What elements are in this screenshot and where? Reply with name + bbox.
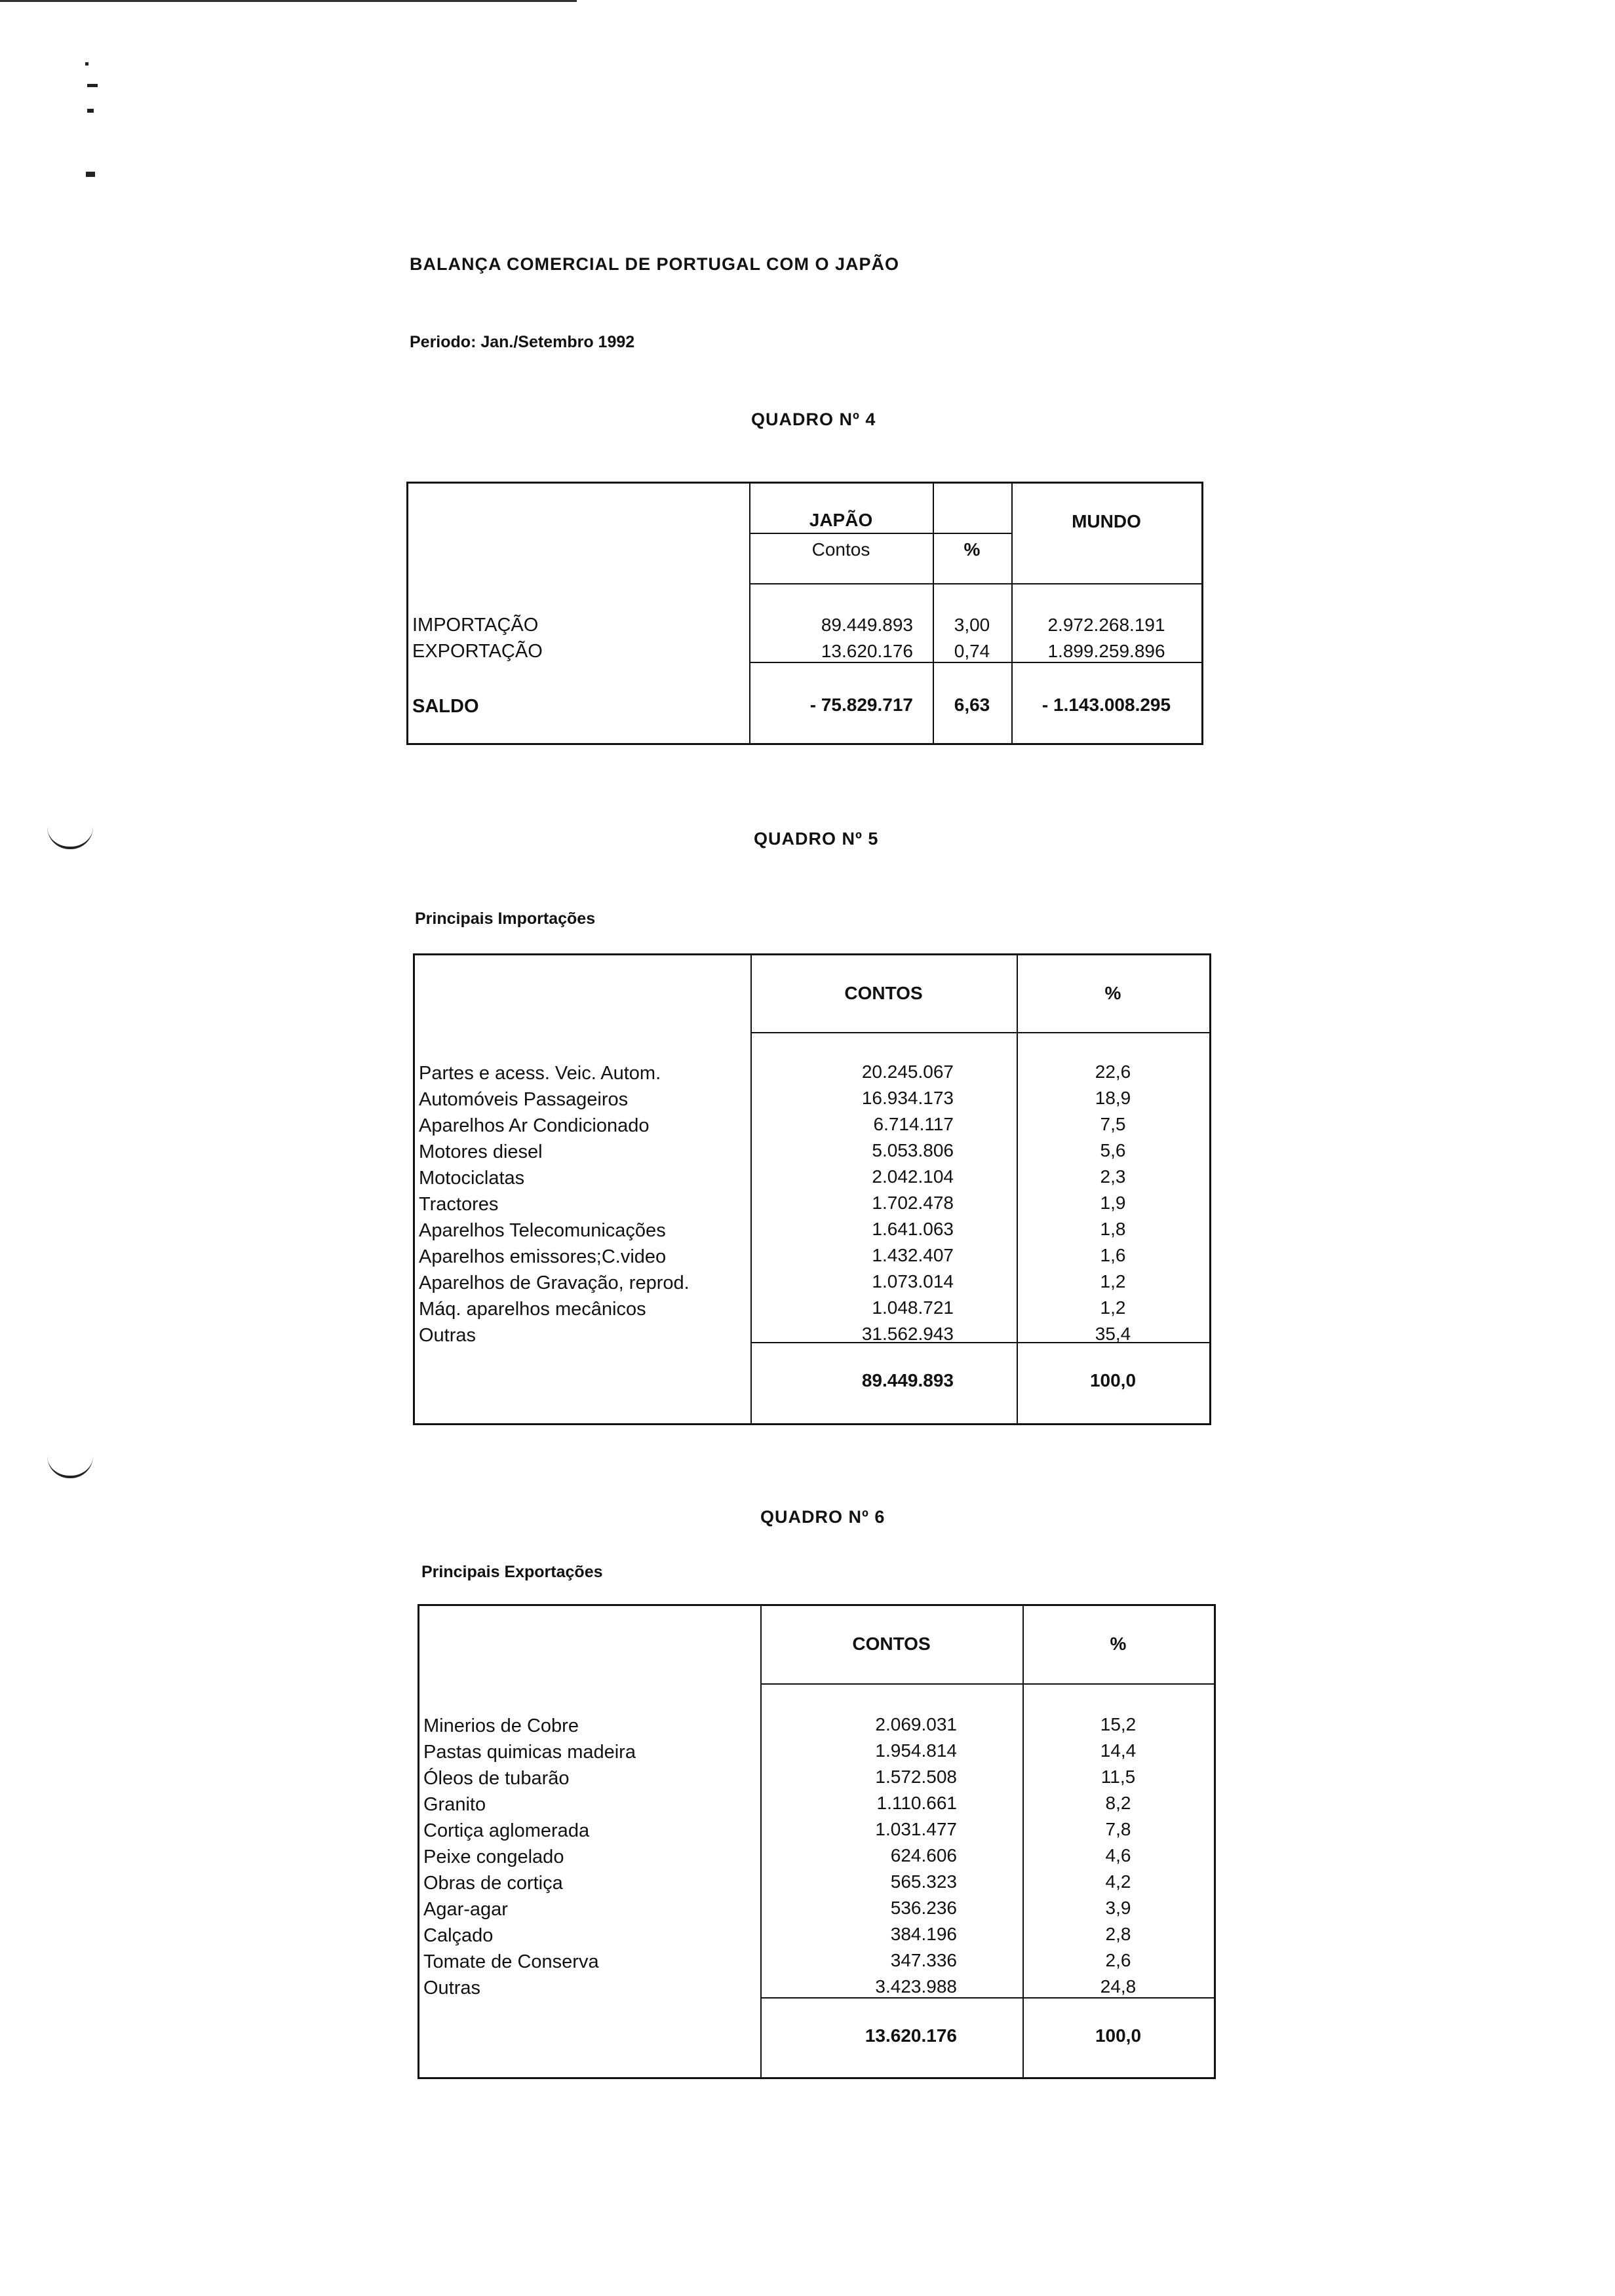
quadro4-row-mundo: 2.972.268.191 (1047, 615, 1165, 635)
scan-speck (86, 172, 95, 177)
page-title: BALANÇA COMERCIAL DE PORTUGAL COM O JAPÃO (410, 254, 900, 274)
quadro6-row-pct: 2,6 (1105, 1950, 1131, 1970)
quadro5-row-pct: 5,6 (1100, 1140, 1126, 1160)
quadro5-row-label: Tractores (419, 1194, 499, 1215)
quadro4-row-pct: 3,00 (954, 615, 990, 635)
quadro5-row-label: Aparelhos Telecomunicações (419, 1220, 666, 1241)
quadro6-header-rule (760, 1683, 1214, 1685)
quadro5-row-label: Automóveis Passageiros (419, 1089, 629, 1110)
quadro6-row-contos: 1.572.508 (875, 1767, 957, 1787)
quadro4-row-contos: 89.449.893 (821, 615, 913, 635)
quadro6-contos-col (760, 1712, 957, 2000)
quadro6-row-pct: 3,9 (1105, 1898, 1131, 1918)
quadro6-row-contos: 347.336 (890, 1950, 957, 1970)
quadro4-col-mundo: MUNDO (1072, 511, 1141, 531)
quadro6-row-contos: 624.606 (890, 1845, 957, 1866)
quadro6-row-pct: 4,6 (1105, 1845, 1131, 1866)
scan-top-rule (0, 0, 577, 2)
quadro5-col-pct: % (1104, 983, 1121, 1003)
quadro6-row-pct: 4,2 (1105, 1871, 1131, 1892)
quadro5-row-contos: 1.073.014 (872, 1271, 954, 1292)
quadro4-col-japao: JAPÃO (809, 510, 873, 530)
quadro5-row-pct: 2,3 (1100, 1166, 1126, 1187)
quadro5-row-pct: 1,2 (1100, 1297, 1126, 1318)
quadro4-saldo-rule (749, 662, 1201, 663)
quadro6-row-contos: 384.196 (890, 1924, 957, 1944)
quadro4-col-contos: Contos (811, 539, 870, 560)
quadro6-total-pct: 100,0 (1095, 2025, 1142, 2046)
quadro5-row-label: Aparelhos de Gravação, reprod. (419, 1272, 690, 1293)
quadro5-row-label: Motociclatas (419, 1168, 525, 1189)
quadro6-total-contos: 13.620.176 (865, 2025, 957, 2046)
quadro6-row-contos: 3.423.988 (875, 1976, 957, 1997)
quadro5-row-pct: 22,6 (1095, 1062, 1131, 1082)
quadro4-row-mundo: 1.899.259.896 (1047, 641, 1165, 661)
quadro6-row-label: Óleos de tubarão (423, 1768, 570, 1789)
quadro6-table (418, 1604, 1216, 2079)
scan-speck (87, 109, 94, 113)
quadro5-row-pct: 35,4 (1095, 1324, 1131, 1344)
scan-speck (85, 62, 88, 66)
quadro5-row-contos: 1.641.063 (872, 1219, 954, 1239)
quadro6-heading: QUADRO Nº 6 (760, 1507, 885, 1527)
quadro6-row-label: Agar-agar (423, 1899, 508, 1920)
quadro5-row-contos: 1.432.407 (872, 1245, 954, 1265)
quadro4-saldo-contos: - 75.829.717 (809, 695, 913, 715)
quadro6-row-label: Cortiça aglomerada (423, 1820, 590, 1841)
scan-hole-mark (47, 1456, 93, 1478)
quadro6-row-label: Tomate de Conserva (423, 1951, 599, 1972)
quadro6-row-contos: 1.031.477 (875, 1819, 957, 1839)
quadro6-row-pct: 11,5 (1100, 1767, 1136, 1787)
quadro4-table (406, 482, 1203, 745)
quadro6-row-pct: 2,8 (1105, 1924, 1131, 1944)
quadro6-row-contos: 565.323 (890, 1871, 957, 1892)
quadro6-row-pct: 14,4 (1100, 1740, 1137, 1761)
quadro4-japao-rule (933, 533, 1011, 534)
quadro5-row-label: Motores diesel (419, 1141, 543, 1162)
quadro6-subtitle: Principais Exportações (421, 1563, 603, 1581)
quadro5-row-contos: 5.053.806 (872, 1140, 954, 1160)
quadro5-row-label: Outras (419, 1325, 477, 1346)
quadro5-header-rule (750, 1032, 1209, 1033)
quadro5-row-contos: 31.562.943 (861, 1324, 954, 1344)
quadro5-pct-col (1017, 1059, 1209, 1347)
quadro5-heading: QUADRO Nº 5 (754, 829, 879, 849)
quadro5-row-label: Aparelhos Ar Condicionado (419, 1115, 650, 1136)
quadro4-japao-rule (749, 533, 933, 534)
quadro5-contos-col (750, 1059, 954, 1347)
quadro6-row-label: Calçado (423, 1925, 494, 1946)
quadro6-row-label: Outras (423, 1978, 481, 1999)
quadro4-saldo-pct: 6,63 (954, 695, 990, 715)
quadro6-row-contos: 536.236 (890, 1898, 957, 1918)
quadro6-row-contos: 1.110.661 (876, 1793, 957, 1813)
quadro5-row-contos: 16.934.173 (861, 1088, 954, 1108)
quadro6-col-contos: CONTOS (852, 1634, 931, 1654)
quadro4-saldo-label: SALDO (412, 696, 479, 717)
quadro5-row-pct: 1,6 (1100, 1245, 1126, 1265)
quadro4-row-label: IMPORTAÇÃO (412, 615, 539, 636)
scan-speck (87, 84, 98, 87)
quadro6-row-contos: 1.954.814 (875, 1740, 957, 1761)
quadro5-row-pct: 1,9 (1100, 1193, 1126, 1213)
quadro4-saldo-mundo: - 1.143.008.295 (1041, 695, 1171, 715)
quadro5-row-contos: 1.702.478 (872, 1193, 954, 1213)
quadro5-total-contos: 89.449.893 (861, 1370, 954, 1390)
quadro6-row-label: Obras de cortiça (423, 1873, 563, 1894)
quadro6-labels (423, 1713, 758, 2001)
quadro4-header-rule (749, 583, 1201, 584)
quadro5-col-contos: CONTOS (844, 983, 923, 1003)
quadro5-subtitle: Principais Importações (415, 909, 596, 928)
quadro5-row-label: Máq. aparelhos mecânicos (419, 1299, 646, 1320)
quadro6-row-label: Minerios de Cobre (423, 1715, 579, 1736)
quadro6-row-label: Peixe congelado (423, 1846, 564, 1867)
period-label: Periodo: Jan./Setembro 1992 (410, 333, 635, 351)
quadro6-row-label: Pastas quimicas madeira (423, 1742, 636, 1763)
quadro6-row-contos: 2.069.031 (875, 1714, 957, 1734)
quadro5-labels (419, 1060, 747, 1349)
quadro6-row-label: Granito (423, 1794, 486, 1815)
quadro5-row-contos: 6.714.117 (873, 1114, 954, 1134)
quadro4-heading: QUADRO Nº 4 (751, 410, 876, 429)
quadro5-row-pct: 1,8 (1100, 1219, 1126, 1239)
quadro6-col-pct: % (1110, 1634, 1127, 1654)
quadro4-row-contos: 13.620.176 (821, 641, 913, 661)
quadro5-total-pct: 100,0 (1089, 1370, 1137, 1390)
quadro5-table (413, 953, 1211, 1425)
quadro4-col-pct: % (963, 539, 981, 560)
quadro4-row-label: EXPORTAÇÃO (412, 641, 543, 662)
quadro5-row-label: Partes e acess. Veic. Autom. (419, 1063, 661, 1084)
quadro6-row-pct: 24,8 (1100, 1976, 1137, 1997)
quadro6-row-pct: 8,2 (1105, 1793, 1131, 1813)
quadro5-row-pct: 1,2 (1100, 1271, 1126, 1292)
quadro6-row-pct: 15,2 (1100, 1714, 1137, 1734)
quadro5-row-pct: 18,9 (1095, 1088, 1131, 1108)
quadro6-pct-col (1022, 1712, 1214, 2000)
quadro5-row-label: Aparelhos emissores;C.video (419, 1246, 667, 1267)
quadro6-row-pct: 7,8 (1105, 1819, 1131, 1839)
quadro4-row-pct: 0,74 (954, 641, 990, 661)
quadro5-row-contos: 1.048.721 (872, 1297, 954, 1318)
scan-hole-mark (47, 827, 93, 849)
quadro5-row-contos: 2.042.104 (872, 1166, 954, 1187)
quadro5-row-pct: 7,5 (1100, 1114, 1126, 1134)
quadro5-row-contos: 20.245.067 (861, 1062, 954, 1082)
